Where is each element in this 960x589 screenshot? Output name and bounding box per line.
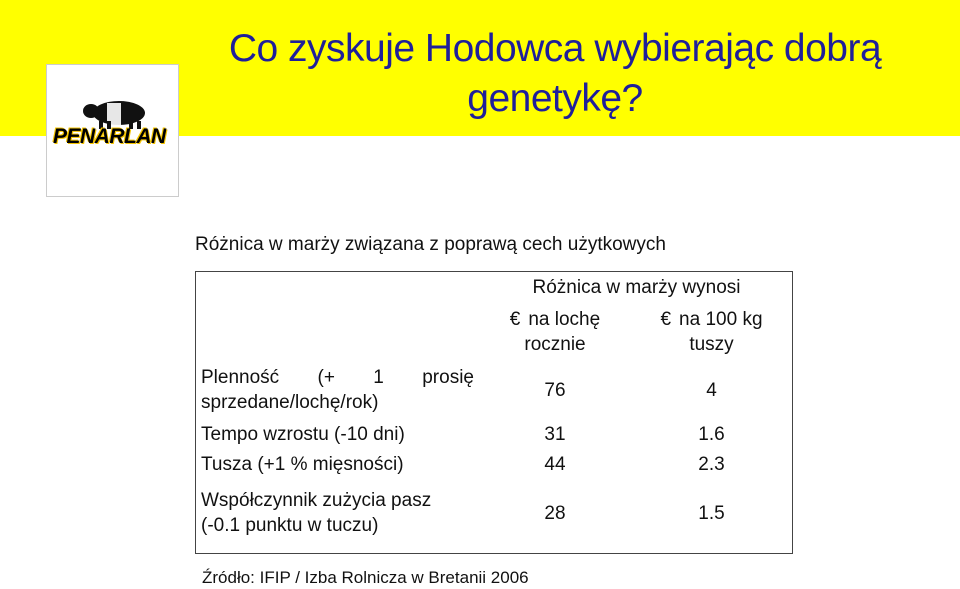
table-row [195,419,793,449]
title-line-2: genetykę? [467,77,643,120]
value-per-sow: 28 [544,502,566,524]
value-per-sow: 31 [544,423,566,445]
table-row [195,479,793,547]
value-per-sow: 76 [544,379,566,401]
table-caption: Różnica w marży związana z poprawą cech użytkowych [195,234,666,255]
euro-icon: € [509,309,521,330]
table-row [195,449,793,479]
row-label: Tempo wzrostu (-10 dni) [201,423,405,445]
row-label: Współczynnik zużycia pasz (-0.1 punktu w tuczu) [201,490,432,536]
value-per-sow: 44 [544,453,566,475]
euro-icon: € [660,309,672,330]
row-label: Tusza (+1 % mięsności) [201,453,404,475]
col-header-per-sow: € na lochę rocznie [509,309,601,355]
header-group: Różnica w marży wynosi [532,276,741,298]
value-per-100kg: 1.5 [698,502,725,524]
slide-title [185,24,925,124]
source-note: Źródło: IFIP / Izba Rolnicza w Bretanii 2006 [202,568,529,587]
table-row [195,361,793,419]
col-header-per-100kg: € na 100 kg tuszy [660,309,763,355]
margin-table [195,271,793,547]
row-label: Plenność (+ 1 prosię sprzedane/lochę/rok) [201,367,474,413]
penarlan-logo [46,64,179,197]
logo-text: PENARLAN [53,125,166,148]
title-line-1: Co zyskuje Hodowca wybierając dobrą [228,27,882,70]
value-per-100kg: 4 [706,379,717,401]
value-per-100kg: 1.6 [698,423,725,445]
value-per-100kg: 2.3 [698,453,725,475]
